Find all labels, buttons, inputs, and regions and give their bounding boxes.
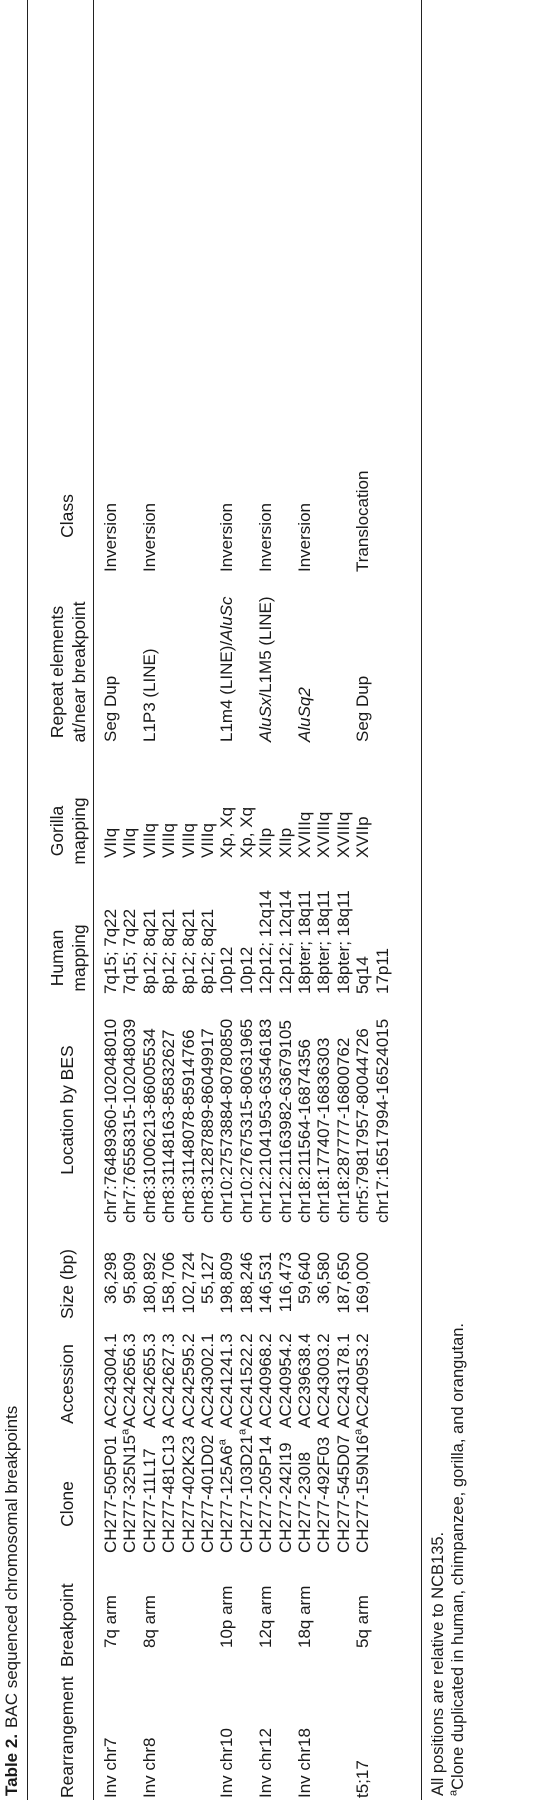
human-mapping-cell: 8p12; 8q21	[178, 908, 198, 994]
clone-footnote-marker: a	[352, 1428, 365, 1435]
location-cell: chr5:79817957-80044726	[353, 1028, 373, 1223]
breakpoint-cell: 7q arm	[101, 1595, 120, 1648]
header-breakpoint: Breakpoint	[57, 1583, 77, 1667]
human-mapping-cell: 7q15; 7q22	[120, 908, 140, 994]
clone-cell	[101, 1436, 120, 1553]
clone-name: CH277-159N16	[353, 1434, 373, 1553]
header-location: Location by BES	[57, 1045, 77, 1175]
repeat-element-part: /L1M5 (LINE)	[256, 596, 276, 698]
repeat-elements-cell	[101, 676, 120, 742]
header-gorilla-line2: mapping	[69, 797, 89, 865]
location-cell: chr8:31287889-86049917	[198, 1028, 217, 1223]
gorilla-mapping-cell: VIIIq	[178, 823, 198, 858]
clone-cell	[237, 1429, 256, 1553]
clone-cell	[140, 1448, 159, 1553]
table-row	[373, 0, 392, 1800]
clone-cell	[334, 1435, 353, 1553]
table-label: Table 2.	[2, 1733, 21, 1796]
clone-cell	[276, 1442, 295, 1553]
gorilla-mapping-cell: XVIIp	[353, 816, 373, 858]
human-mapping-cell: 8p12; 8q21	[198, 908, 217, 994]
location-cell: chr18:211564-16874356	[295, 1038, 314, 1223]
gorilla-mapping-cell: VIIIq	[198, 823, 217, 858]
human-mapping-cell: 12p12; 12q14	[275, 890, 295, 994]
location-cell: chr12:21041953-63546183	[256, 1018, 276, 1223]
clone-cell	[179, 1436, 198, 1553]
rearrangement-cell: Inv chr7	[101, 1737, 120, 1798]
class-cell: Inversion	[217, 503, 237, 572]
accession-cell: AC242656.3	[120, 1333, 140, 1428]
table-row	[101, 0, 120, 1800]
accession-cell: AC242627.3	[159, 1333, 179, 1428]
location-cell: chr7:76558315-102048039	[120, 1018, 140, 1223]
header-human-line2: mapping	[69, 924, 89, 992]
repeat-element-part: Seg Dup	[101, 675, 120, 742]
size-cell: 198,809	[217, 1252, 237, 1314]
location-cell: chr10:27573884-80780850	[217, 1018, 237, 1223]
header-repeat-line1: Repeat elements	[47, 605, 67, 739]
table-row	[140, 0, 159, 1800]
gorilla-mapping-cell: XIIp	[275, 827, 295, 858]
header-repeat-elements	[46, 601, 90, 742]
table-row	[179, 0, 198, 1800]
table-row	[334, 0, 353, 1800]
bottom-rule	[421, 0, 422, 1800]
clone-name: CH277-505P01	[101, 1435, 120, 1553]
footnote-duplicated	[448, 1323, 468, 1796]
clone-name: CH277-205P14	[256, 1435, 276, 1553]
clone-cell	[314, 1437, 333, 1553]
repeat-element-part: AluSq2	[295, 687, 314, 742]
repeat-elements-cell	[295, 687, 314, 742]
size-cell: 55,127	[198, 1252, 217, 1304]
location-cell: chr17:16517994-16524015	[372, 1018, 392, 1223]
size-cell: 102,724	[178, 1252, 198, 1314]
clone-name: CH277-125A6	[217, 1445, 237, 1553]
size-cell: 59,640	[295, 1252, 314, 1304]
repeat-elements-cell	[256, 596, 275, 742]
clone-name: CH277-481C13	[159, 1434, 179, 1553]
gorilla-mapping-cell: XIIp	[256, 827, 276, 858]
header-accession: Accession	[57, 1344, 77, 1424]
gorilla-mapping-cell: Xp, Xq	[217, 806, 237, 858]
repeat-element-part: L1P3 (LINE)	[139, 648, 159, 742]
rearrangement-cell: Inv chr12	[256, 1728, 276, 1798]
gorilla-mapping-cell: VIIIq	[159, 823, 179, 858]
clone-name: CH277-492F03	[314, 1436, 334, 1553]
rearrangement-cell: Inv chr18	[295, 1728, 314, 1798]
human-mapping-cell: 7q15; 7q22	[101, 908, 120, 994]
clone-name: CH277-401D02	[198, 1434, 217, 1553]
clone-cell	[159, 1435, 178, 1553]
location-cell: chr8:31148078-85914766	[178, 1029, 198, 1223]
header-human-mapping	[46, 924, 90, 991]
location-cell: chr18:287777-16800762	[333, 1037, 353, 1223]
table-row	[256, 0, 275, 1800]
table-row	[159, 0, 178, 1800]
class-cell: Inversion	[256, 503, 276, 572]
header-rule	[93, 0, 94, 1800]
table-row	[237, 0, 256, 1800]
repeat-element-part: Seg Dup	[353, 675, 373, 742]
gorilla-mapping-cell: XVIIIq	[295, 811, 314, 858]
table-caption	[2, 1406, 22, 1796]
footnote-duplicated-text: Clone duplicated in human, chimpanzee, gorilla, and orangutan.	[449, 1322, 467, 1790]
human-mapping-cell: 10p12	[236, 946, 256, 994]
header-gorilla-line1: Gorilla	[47, 805, 67, 857]
table-row	[314, 0, 333, 1800]
header-class: Class	[57, 494, 77, 538]
clone-name: CH277-242I19	[275, 1442, 295, 1553]
header-gorilla-mapping	[46, 797, 90, 864]
table-row	[217, 0, 236, 1800]
location-cell: chr10:27675315-80631965	[236, 1018, 256, 1223]
location-cell: chr7:76489360-102048010	[101, 1018, 120, 1223]
header-human-line1: Human	[47, 929, 67, 987]
gorilla-mapping-cell: XVIIIq	[333, 811, 353, 858]
accession-cell: AC243003.2	[314, 1333, 334, 1428]
size-cell: 95,809	[120, 1252, 140, 1304]
breakpoint-cell: 8q arm	[139, 1595, 159, 1648]
top-rule	[27, 0, 28, 1800]
human-mapping-cell: 8p12; 8q21	[139, 908, 159, 994]
clone-name: CH277-402K23	[178, 1435, 198, 1553]
clone-footnote-marker: a	[236, 1428, 249, 1435]
table-row	[198, 0, 217, 1800]
rearrangement-cell: Inv chr8	[139, 1737, 159, 1798]
repeat-element-part: AluSx	[256, 697, 276, 742]
footnote-marker: a	[447, 1789, 460, 1796]
location-cell: chr18:177407-16836303	[314, 1037, 334, 1223]
gorilla-mapping-cell: VIIIq	[139, 823, 159, 858]
human-mapping-cell: 12p12; 12q14	[256, 890, 276, 994]
header-repeat-line2: at/near breakpoint	[69, 601, 89, 743]
breakpoint-cell: 18q arm	[295, 1585, 314, 1648]
clone-name: CH277-325N15	[120, 1434, 140, 1553]
location-cell: chr12:21163982-63679105	[275, 1020, 295, 1223]
clone-cell	[217, 1439, 236, 1553]
location-cell: chr8:31148163-85832627	[159, 1029, 179, 1223]
size-cell: 188,246	[236, 1252, 256, 1314]
human-mapping-cell: 5q14	[353, 956, 373, 994]
breakpoint-cell: 10p arm	[217, 1585, 237, 1648]
accession-cell: AC239638.4	[295, 1333, 314, 1428]
gorilla-mapping-cell: VIIq	[120, 827, 140, 858]
repeat-elements-cell	[140, 648, 159, 742]
size-cell: 158,706	[159, 1252, 179, 1314]
accession-cell: AC240954.2	[275, 1333, 295, 1428]
location-cell: chr8:31006213-86005534	[139, 1028, 159, 1223]
human-mapping-cell: 18pter; 18q11	[295, 890, 314, 994]
rearrangement-cell: Inv chr10	[217, 1728, 237, 1798]
repeat-elements-cell	[353, 676, 372, 742]
class-cell: Translocation	[353, 470, 373, 572]
size-cell: 36,580	[314, 1252, 334, 1304]
footnote-positions: All positions are relative to NCB135.	[429, 1531, 447, 1796]
human-mapping-cell: 17p11	[372, 947, 392, 994]
human-mapping-cell: 18pter; 18q11	[333, 890, 353, 994]
gorilla-mapping-cell: XVIIIq	[314, 811, 334, 858]
accession-cell: AC242595.2	[178, 1333, 198, 1428]
table-row	[120, 0, 139, 1800]
gorilla-mapping-cell: VIIq	[101, 827, 120, 858]
class-cell: Inversion	[295, 503, 314, 572]
clone-footnote-marker: a	[119, 1428, 132, 1435]
header-rearrangement: Rearrangement	[57, 1676, 77, 1798]
clone-cell	[256, 1436, 275, 1553]
human-mapping-cell: 8p12; 8q21	[159, 908, 179, 994]
clone-cell	[353, 1429, 372, 1553]
size-cell: 169,000	[353, 1252, 373, 1314]
size-cell: 187,650	[333, 1252, 353, 1314]
clone-cell	[295, 1452, 314, 1553]
table-row	[295, 0, 314, 1800]
clone-name: CH277-11L17	[139, 1448, 159, 1553]
accession-cell: AC241522.2	[236, 1333, 256, 1428]
repeat-elements-cell	[217, 596, 236, 742]
size-cell: 116,473	[275, 1252, 295, 1313]
header-size: Size (bp)	[57, 1248, 77, 1320]
gorilla-mapping-cell: Xp, Xq	[236, 806, 256, 858]
header-clone: Clone	[57, 1481, 77, 1527]
table-row	[276, 0, 295, 1800]
accession-cell: AC240953.2	[353, 1333, 373, 1428]
class-cell: Inversion	[139, 503, 159, 572]
accession-cell: AC240968.2	[256, 1333, 276, 1428]
size-cell: 146,531	[256, 1252, 276, 1314]
human-mapping-cell: 10p12	[217, 946, 237, 994]
clone-name: CH277-103D21	[236, 1434, 256, 1553]
size-cell: 180,892	[139, 1252, 159, 1314]
clone-name: CH277-230I8	[295, 1451, 314, 1553]
clone-cell	[198, 1435, 217, 1553]
clone-name: CH277-545D07	[333, 1434, 353, 1553]
accession-cell: AC241241.3	[217, 1333, 237, 1428]
repeat-element-part: L1m4 (LINE)/	[217, 640, 237, 742]
size-cell: 36,298	[101, 1252, 120, 1304]
clone-footnote-marker: a	[216, 1439, 229, 1446]
accession-cell: AC243004.1	[101, 1333, 120, 1428]
accession-cell: AC242655.3	[139, 1333, 159, 1428]
breakpoint-cell: 12q arm	[256, 1585, 276, 1648]
table-title: BAC sequenced chromosomal breakpoints	[2, 1405, 21, 1728]
class-cell: Inversion	[101, 503, 120, 572]
table-row	[353, 0, 372, 1800]
clone-cell	[120, 1429, 139, 1553]
human-mapping-cell: 18pter; 18q11	[314, 890, 334, 994]
repeat-element-part: AluSc	[217, 596, 237, 641]
accession-cell: AC243002.1	[198, 1333, 217, 1428]
accession-cell: AC243178.1	[333, 1333, 353, 1428]
rearrangement-cell: t5;17	[353, 1760, 373, 1798]
breakpoint-cell: 5q arm	[353, 1595, 373, 1648]
